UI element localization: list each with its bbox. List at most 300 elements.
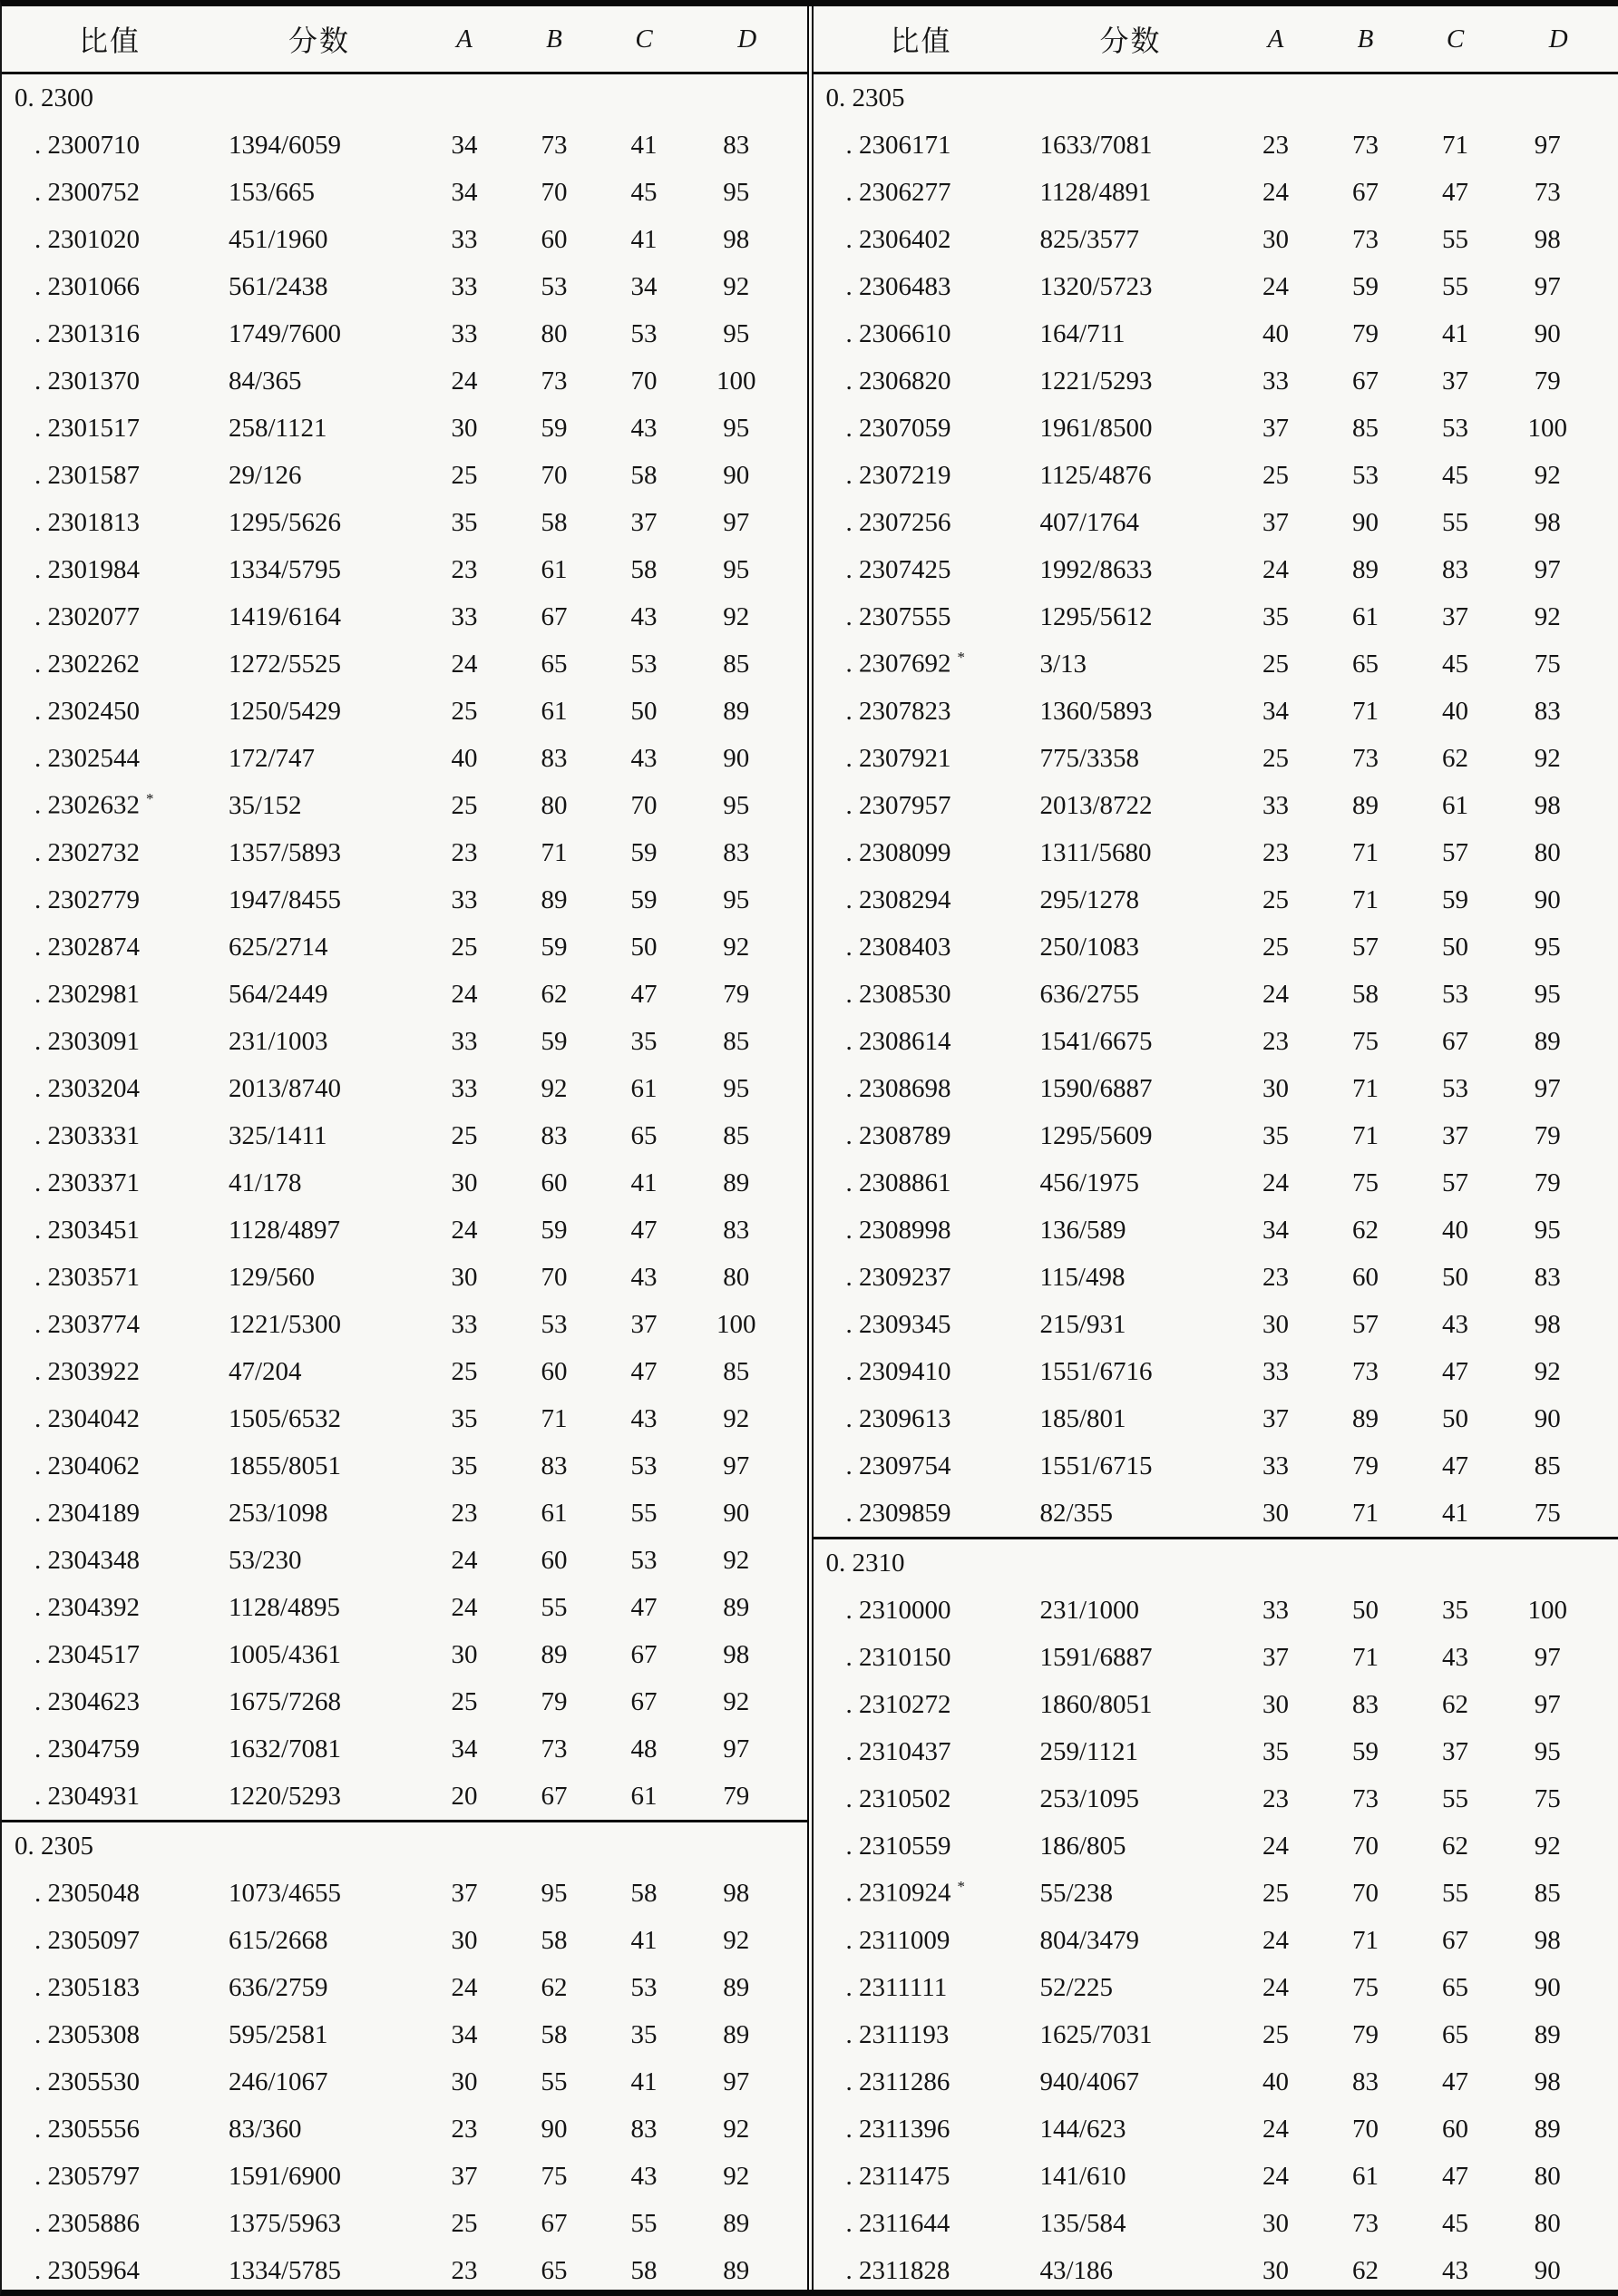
fraction-cell: 250/1083 — [1039, 932, 1140, 962]
value-c-cell: 53 — [630, 1545, 658, 1575]
value-a-cell: 33 — [1262, 1356, 1289, 1386]
fraction-cell: 1632/7081 — [229, 1734, 342, 1764]
value-a-cell: 30 — [451, 1262, 478, 1292]
value-d-cell: 98 — [1534, 1925, 1561, 1955]
fraction-cell: 1749/7600 — [229, 318, 342, 348]
value-b-cell: 62 — [541, 1972, 568, 2002]
ratio-cell: . 2307425 — [845, 554, 951, 584]
ratio-cell: . 2309410 — [845, 1356, 951, 1386]
fraction-cell: 456/1975 — [1039, 1168, 1140, 1197]
fraction-cell: 29/126 — [229, 460, 302, 490]
ratio-cell: . 2309613 — [845, 1403, 951, 1433]
table-row — [2, 1631, 807, 1678]
value-c-cell: 61 — [1442, 790, 1468, 820]
value-b-cell: 89 — [541, 884, 568, 914]
fraction-cell: 1128/4891 — [1039, 177, 1152, 207]
value-a-cell: 24 — [1262, 271, 1289, 301]
table-row — [814, 499, 1618, 546]
value-d-cell: 95 — [1534, 1736, 1561, 1766]
fraction-cell: 215/931 — [1039, 1309, 1126, 1339]
value-b-cell: 73 — [541, 130, 568, 160]
table-row — [814, 357, 1618, 405]
section-header-row — [814, 1537, 1618, 1587]
value-d-cell: 89 — [1534, 2019, 1561, 2049]
fraction-cell: 135/584 — [1039, 2208, 1126, 2238]
value-b-cell: 70 — [541, 1262, 568, 1292]
value-a-cell: 24 — [1262, 2114, 1289, 2144]
value-d-cell: 90 — [723, 743, 750, 773]
fraction-cell: 84/365 — [229, 366, 302, 396]
value-c-cell: 41 — [630, 224, 658, 254]
value-a-cell: 23 — [1262, 1783, 1289, 1813]
table-row — [2, 1773, 807, 1820]
value-b-cell: 70 — [541, 177, 568, 207]
value-d-cell: 90 — [1534, 1403, 1561, 1433]
fraction-cell: 1551/6716 — [1039, 1356, 1153, 1386]
value-b-cell: 58 — [541, 507, 568, 537]
value-c-cell: 65 — [1442, 1972, 1468, 2002]
ratio-cell: . 2309345 — [845, 1309, 951, 1339]
value-a-cell: 30 — [1262, 1309, 1289, 1339]
table-row — [2, 2011, 807, 2058]
value-d-cell: 89 — [723, 2208, 750, 2238]
ratio-cell: . 2302779 — [34, 884, 140, 914]
value-c-cell: 55 — [1442, 1783, 1468, 1813]
fraction-cell: 1394/6059 — [229, 130, 342, 160]
table-row — [814, 546, 1618, 593]
value-a-cell: 37 — [1262, 1642, 1289, 1672]
value-d-cell: 92 — [1534, 743, 1561, 773]
fraction-cell: 1675/7268 — [229, 1686, 342, 1716]
fraction-cell: 625/2714 — [229, 932, 328, 962]
value-c-cell: 47 — [1442, 1451, 1468, 1480]
fraction-cell: 172/747 — [229, 743, 316, 773]
value-b-cell: 59 — [541, 1026, 568, 1056]
ratio-cell: . 2308861 — [845, 1168, 951, 1197]
value-d-cell: 95 — [723, 790, 750, 820]
ratio-cell: . 2304931 — [34, 1781, 140, 1811]
value-a-cell: 23 — [1262, 1262, 1289, 1292]
fraction-cell: 185/801 — [1039, 1403, 1126, 1433]
value-a-cell: 33 — [451, 601, 478, 631]
col-header-b: B — [546, 24, 562, 54]
value-a-cell: 35 — [1262, 1736, 1289, 1766]
fraction-cell: 1334/5795 — [229, 554, 342, 584]
fraction-cell: 1295/5612 — [1039, 601, 1153, 631]
value-b-cell: 73 — [1352, 2208, 1379, 2238]
ratio-cell: . 2303774 — [34, 1309, 140, 1339]
value-d-cell: 97 — [1534, 1689, 1561, 1719]
value-c-cell: 47 — [1442, 2066, 1468, 2096]
value-a-cell: 24 — [1262, 177, 1289, 207]
value-a-cell: 30 — [451, 1168, 478, 1197]
fraction-cell: 636/2759 — [229, 1972, 328, 2002]
value-b-cell: 65 — [1352, 649, 1379, 679]
value-d-cell: 92 — [723, 932, 750, 962]
table-left-half — [2, 6, 807, 2290]
ratio-cell: . 2307555 — [845, 601, 951, 631]
fraction-cell: 615/2668 — [229, 1925, 328, 1955]
value-d-cell: 95 — [1534, 932, 1561, 962]
value-b-cell: 67 — [541, 601, 568, 631]
ratio-cell: . 2306610 — [845, 318, 951, 348]
value-c-cell: 55 — [1442, 507, 1468, 537]
table-row — [2, 2200, 807, 2247]
fraction-cell: 164/711 — [1039, 318, 1126, 348]
table-row — [814, 782, 1618, 829]
value-a-cell: 24 — [1262, 2161, 1289, 2191]
value-d-cell: 97 — [723, 507, 750, 537]
fraction-cell: 1375/5963 — [229, 2208, 342, 2238]
value-c-cell: 53 — [1442, 979, 1468, 1009]
value-a-cell: 24 — [451, 649, 478, 679]
value-d-cell: 95 — [723, 413, 750, 443]
value-a-cell: 35 — [451, 507, 478, 537]
fraction-cell: 253/1098 — [229, 1498, 328, 1528]
ratio-cell: . 2303451 — [34, 1215, 140, 1245]
value-a-cell: 37 — [451, 1878, 478, 1908]
ratio-cell: . 2301517 — [34, 413, 140, 443]
table-row — [2, 122, 807, 169]
fraction-cell: 1005/4361 — [229, 1639, 342, 1669]
value-d-cell: 92 — [723, 2114, 750, 2144]
table-row — [2, 1112, 807, 1159]
value-b-cell: 60 — [541, 1356, 568, 1386]
table-row — [2, 310, 807, 357]
value-b-cell: 60 — [1352, 1262, 1379, 1292]
table-header-row — [2, 6, 807, 74]
table-row — [2, 546, 807, 593]
value-d-cell: 98 — [723, 1639, 750, 1669]
col-header-fraction: 分数 — [288, 24, 350, 57]
value-a-cell: 24 — [451, 1215, 478, 1245]
ratio-cell: . 2305556 — [34, 2114, 140, 2144]
fraction-cell: 231/1000 — [1039, 1595, 1140, 1625]
value-d-cell: 85 — [723, 1120, 750, 1150]
ratio-cell: . 2311286 — [845, 2066, 950, 2096]
value-c-cell: 57 — [1442, 837, 1468, 867]
fraction-cell: 82/355 — [1039, 1498, 1114, 1528]
table-row — [2, 829, 807, 876]
value-d-cell: 90 — [1534, 2255, 1561, 2285]
value-a-cell: 25 — [451, 1120, 478, 1150]
value-a-cell: 24 — [1262, 1925, 1289, 1955]
col-header-ratio: 比值 — [78, 24, 141, 57]
fraction-cell: 825/3577 — [1039, 224, 1140, 254]
value-c-cell: 83 — [630, 2114, 658, 2144]
value-a-cell: 25 — [1262, 460, 1289, 490]
table-row — [814, 735, 1618, 782]
fraction-cell: 775/3358 — [1039, 743, 1140, 773]
section-header-row — [2, 74, 807, 122]
value-c-cell: 37 — [1442, 1736, 1468, 1766]
value-b-cell: 83 — [1352, 1689, 1379, 1719]
value-d-cell: 97 — [723, 1451, 750, 1480]
value-c-cell: 50 — [630, 932, 658, 962]
value-b-cell: 71 — [1352, 1498, 1379, 1528]
value-a-cell: 23 — [1262, 837, 1289, 867]
ratio-cell: . 2311111 — [845, 1972, 948, 2002]
value-c-cell: 53 — [630, 649, 658, 679]
value-d-cell: 92 — [1534, 1356, 1561, 1386]
value-d-cell: 97 — [723, 1734, 750, 1764]
value-b-cell: 89 — [1352, 790, 1379, 820]
value-a-cell: 24 — [1262, 1972, 1289, 2002]
ratio-cell: . 2310272 — [845, 1689, 951, 1719]
value-b-cell: 71 — [1352, 1642, 1379, 1672]
value-b-cell: 62 — [1352, 2255, 1379, 2285]
value-d-cell: 89 — [1534, 2114, 1561, 2144]
table-row — [2, 169, 807, 216]
fraction-cell: 1633/7081 — [1039, 130, 1153, 160]
fraction-cell: 1360/5893 — [1039, 696, 1153, 726]
value-d-cell: 97 — [1534, 130, 1561, 160]
col-header-a: A — [1267, 24, 1284, 54]
fraction-cell: 1220/5293 — [229, 1781, 342, 1811]
table-row — [2, 1395, 807, 1442]
value-d-cell: 95 — [723, 177, 750, 207]
value-a-cell: 23 — [451, 837, 478, 867]
value-b-cell: 71 — [1352, 884, 1379, 914]
ratio-cell: . 2307692 * — [845, 649, 965, 679]
table-row — [814, 1728, 1618, 1775]
value-c-cell: 41 — [1442, 1498, 1468, 1528]
ratio-cell: . 2302544 — [34, 743, 140, 773]
value-a-cell: 23 — [451, 554, 478, 584]
value-d-cell: 80 — [1534, 837, 1561, 867]
value-c-cell: 43 — [630, 1262, 658, 1292]
section-label: 0. 2305 — [825, 83, 905, 112]
value-c-cell: 45 — [1442, 649, 1468, 679]
value-b-cell: 85 — [1352, 413, 1379, 443]
col-header-b: B — [1357, 24, 1374, 54]
value-d-cell: 75 — [1534, 1498, 1561, 1528]
value-c-cell: 47 — [630, 1356, 658, 1386]
fraction-cell: 1625/7031 — [1039, 2019, 1153, 2049]
value-c-cell: 58 — [630, 2255, 658, 2285]
section-label: 0. 2300 — [15, 83, 93, 112]
value-c-cell: 37 — [1442, 366, 1468, 396]
ratio-cell: . 2309237 — [845, 1262, 951, 1292]
value-c-cell: 58 — [630, 554, 658, 584]
table-row — [814, 2247, 1618, 2294]
value-c-cell: 53 — [630, 1451, 658, 1480]
col-header-c: C — [1446, 24, 1465, 54]
value-b-cell: 73 — [1352, 1783, 1379, 1813]
value-c-cell: 34 — [630, 271, 658, 301]
ratio-cell: . 2308403 — [845, 932, 951, 962]
value-a-cell: 24 — [451, 366, 478, 396]
value-d-cell: 90 — [723, 1498, 750, 1528]
value-a-cell: 24 — [1262, 979, 1289, 1009]
fraction-cell: 258/1121 — [229, 413, 327, 443]
value-d-cell: 89 — [723, 2019, 750, 2049]
value-d-cell: 92 — [1534, 1831, 1561, 1861]
fraction-cell: 564/2449 — [229, 979, 328, 1009]
value-a-cell: 25 — [1262, 2019, 1289, 2049]
value-a-cell: 23 — [1262, 130, 1289, 160]
fraction-cell: 2013/8722 — [1039, 790, 1153, 820]
asterisk-marker: * — [957, 1878, 965, 1896]
table-row — [2, 876, 807, 923]
value-b-cell: 73 — [541, 366, 568, 396]
value-c-cell: 70 — [630, 790, 658, 820]
value-b-cell: 61 — [1352, 601, 1379, 631]
ratio-cell: . 2307256 — [845, 507, 951, 537]
column-divider-rule — [807, 6, 814, 2290]
table-row — [814, 1490, 1618, 1537]
table-row — [814, 1348, 1618, 1395]
value-d-cell: 83 — [1534, 1262, 1561, 1292]
value-c-cell: 45 — [630, 177, 658, 207]
fraction-cell: 35/152 — [229, 790, 302, 820]
value-d-cell: 97 — [723, 2066, 750, 2096]
value-c-cell: 41 — [630, 1168, 658, 1197]
value-b-cell: 71 — [541, 1403, 568, 1433]
value-d-cell: 73 — [1534, 177, 1561, 207]
ratio-cell: . 2305183 — [34, 1972, 140, 2002]
table-row — [2, 452, 807, 499]
value-b-cell: 79 — [541, 1686, 568, 1716]
value-a-cell: 25 — [451, 460, 478, 490]
value-b-cell: 71 — [1352, 1925, 1379, 1955]
value-a-cell: 35 — [1262, 1120, 1289, 1150]
value-b-cell: 71 — [1352, 1120, 1379, 1150]
value-d-cell: 83 — [723, 130, 750, 160]
table-row — [2, 1442, 807, 1490]
ratio-cell: . 2311193 — [845, 2019, 950, 2049]
fraction-cell: 1591/6900 — [229, 2161, 342, 2191]
section-header-row — [2, 1820, 807, 1870]
table-row — [2, 2105, 807, 2153]
value-c-cell: 41 — [630, 1925, 658, 1955]
ratio-cell: . 2307059 — [845, 413, 951, 443]
value-a-cell: 30 — [1262, 1689, 1289, 1719]
value-b-cell: 65 — [541, 2255, 568, 2285]
value-c-cell: 41 — [630, 2066, 658, 2096]
table-row — [814, 2011, 1618, 2058]
value-c-cell: 48 — [630, 1734, 658, 1764]
value-c-cell: 50 — [1442, 1403, 1468, 1433]
ratio-cell: . 2304759 — [34, 1734, 140, 1764]
table-row — [814, 1775, 1618, 1822]
table-row — [2, 357, 807, 405]
value-d-cell: 80 — [1534, 2208, 1561, 2238]
value-b-cell: 57 — [1352, 1309, 1379, 1339]
ratio-cell: . 2308614 — [845, 1026, 951, 1056]
value-d-cell: 90 — [1534, 318, 1561, 348]
table-row — [814, 876, 1618, 923]
value-d-cell: 90 — [1534, 884, 1561, 914]
ratio-cell: . 2306277 — [845, 177, 951, 207]
fraction-cell: 636/2755 — [1039, 979, 1140, 1009]
fraction-cell: 1250/5429 — [229, 696, 342, 726]
table-row — [814, 1964, 1618, 2011]
fraction-cell: 295/1278 — [1039, 884, 1140, 914]
ratio-cell: . 2301066 — [34, 271, 140, 301]
value-a-cell: 24 — [451, 1545, 478, 1575]
table-row — [2, 735, 807, 782]
value-d-cell: 79 — [723, 979, 750, 1009]
value-a-cell: 24 — [1262, 554, 1289, 584]
value-d-cell: 95 — [723, 884, 750, 914]
value-b-cell: 62 — [1352, 1215, 1379, 1245]
table-row — [814, 2153, 1618, 2200]
value-b-cell: 90 — [541, 2114, 568, 2144]
value-c-cell: 35 — [630, 2019, 658, 2049]
value-c-cell: 41 — [1442, 318, 1468, 348]
table-row — [2, 593, 807, 640]
table-row — [814, 1822, 1618, 1870]
ratio-cell: . 2307823 — [845, 696, 951, 726]
value-d-cell: 97 — [1534, 1073, 1561, 1103]
value-d-cell: 92 — [723, 1686, 750, 1716]
value-c-cell: 43 — [1442, 1309, 1468, 1339]
value-a-cell: 37 — [451, 2161, 478, 2191]
value-b-cell: 89 — [1352, 1403, 1379, 1433]
value-c-cell: 47 — [630, 979, 658, 1009]
ratio-cell: . 2306171 — [845, 130, 951, 160]
ratio-cell: . 2302262 — [34, 649, 140, 679]
value-d-cell: 89 — [723, 1592, 750, 1622]
value-c-cell: 55 — [630, 1498, 658, 1528]
ratio-cell: . 2301813 — [34, 507, 140, 537]
value-b-cell: 73 — [541, 1734, 568, 1764]
value-a-cell: 34 — [451, 2019, 478, 2049]
table-row — [2, 923, 807, 971]
value-d-cell: 98 — [1534, 790, 1561, 820]
fraction-cell: 259/1121 — [1039, 1736, 1138, 1766]
ratio-cell: . 2303571 — [34, 1262, 140, 1292]
value-b-cell: 59 — [1352, 1736, 1379, 1766]
ratio-cell: . 2309859 — [845, 1498, 951, 1528]
value-b-cell: 61 — [541, 696, 568, 726]
value-c-cell: 67 — [1442, 1026, 1468, 1056]
ratio-cell: . 2311475 — [845, 2161, 950, 2191]
value-d-cell: 95 — [1534, 979, 1561, 1009]
value-a-cell: 33 — [1262, 1595, 1289, 1625]
value-b-cell: 83 — [541, 743, 568, 773]
value-d-cell: 95 — [1534, 1215, 1561, 1245]
ratio-cell: . 2303204 — [34, 1073, 140, 1103]
value-c-cell: 60 — [1442, 2114, 1468, 2144]
table-row — [2, 216, 807, 263]
value-a-cell: 25 — [1262, 932, 1289, 962]
table-row — [814, 1870, 1618, 1917]
value-c-cell: 71 — [1442, 130, 1468, 160]
value-b-cell: 59 — [541, 413, 568, 443]
value-d-cell: 83 — [723, 1215, 750, 1245]
section-label: 0. 2305 — [15, 1832, 93, 1861]
value-b-cell: 71 — [541, 837, 568, 867]
value-c-cell: 65 — [1442, 2019, 1468, 2049]
ratio-cell: . 2305048 — [34, 1878, 140, 1908]
table-row — [814, 2105, 1618, 2153]
value-b-cell: 67 — [541, 2208, 568, 2238]
value-c-cell: 41 — [630, 130, 658, 160]
value-d-cell: 75 — [1534, 649, 1561, 679]
value-c-cell: 47 — [1442, 2161, 1468, 2191]
value-a-cell: 30 — [451, 2066, 478, 2096]
value-a-cell: 30 — [451, 1925, 478, 1955]
table-row — [2, 1917, 807, 1964]
value-c-cell: 47 — [1442, 177, 1468, 207]
ratio-cell: . 2309754 — [845, 1451, 951, 1480]
ratio-cell: . 2302874 — [34, 932, 140, 962]
value-d-cell: 98 — [1534, 507, 1561, 537]
value-a-cell: 25 — [451, 1686, 478, 1716]
ratio-cell: . 2308789 — [845, 1120, 951, 1150]
